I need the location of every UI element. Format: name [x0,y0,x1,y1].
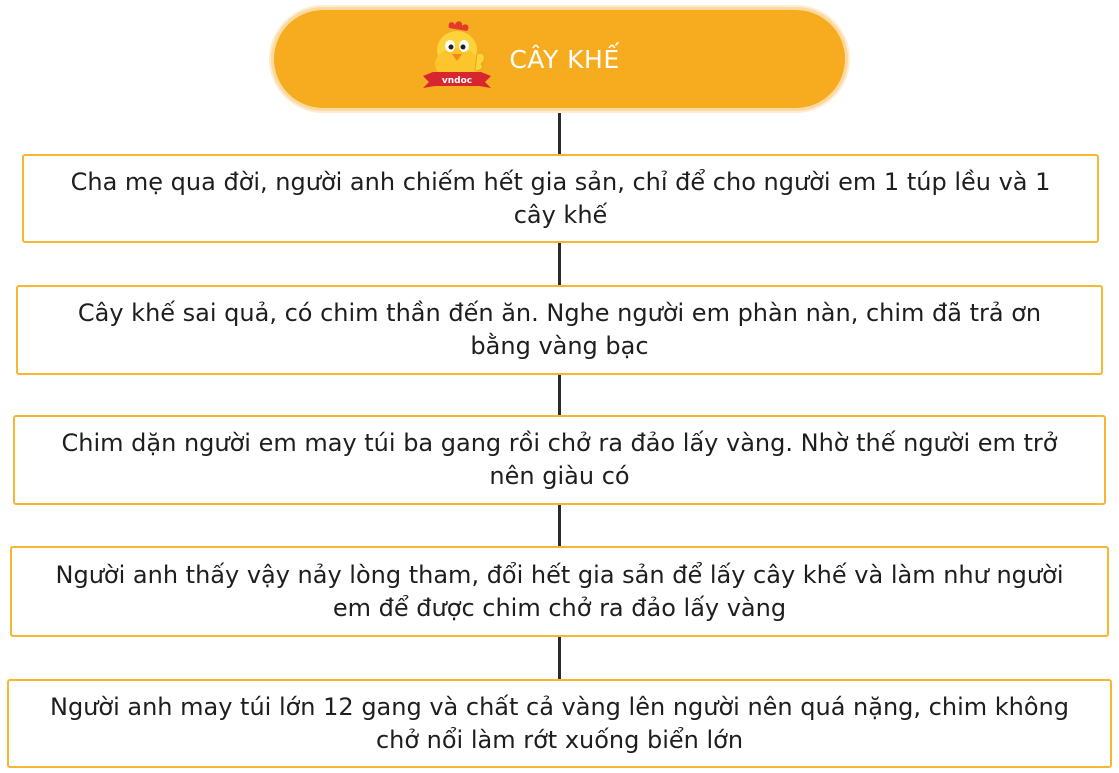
step-text-1: Cha mẹ qua đời, người anh chiếm hết gia sản, chỉ để cho người em 1 túp lều và 1 cây khế [70,167,1051,229]
title-text: CÂY KHẾ [509,44,620,74]
vndoc-chicken-logo-icon [419,20,495,98]
step-box-5 [7,679,1112,768]
step-text-4: Người anh thấy vậy nảy lòng tham, đổi hết gia sản để lấy cây khế và làm như người em để được chim chở ra đảo lấy vàng [55,560,1064,622]
step-box-1 [22,154,1099,243]
step-text-3: Chim dặn người em may túi ba gang rồi chở ra đảo lấy vàng. Nhờ thế người em trở nên giàu có [61,429,1058,490]
logo-text: vndoc [442,76,473,86]
connector-line [558,111,561,154]
connector-line [558,637,561,679]
title-node [271,7,848,111]
connector-line [558,505,561,546]
step-box-2 [16,285,1103,375]
step-text-2: Cây khế sai quả, có chim thần đến ăn. Nghe người em phàn nàn, chim đã trả ơn bằng vàng bạc [77,299,1042,360]
step-box-4 [10,546,1109,637]
step-box-3 [13,415,1106,505]
connector-line [558,375,561,415]
connector-line [558,243,561,285]
step-text-5: Người anh may túi lớn 12 gang và chất cả vàng lên người nên quá nặng, chim không chở nổi làm rớt xuống biển lớn [49,692,1069,754]
